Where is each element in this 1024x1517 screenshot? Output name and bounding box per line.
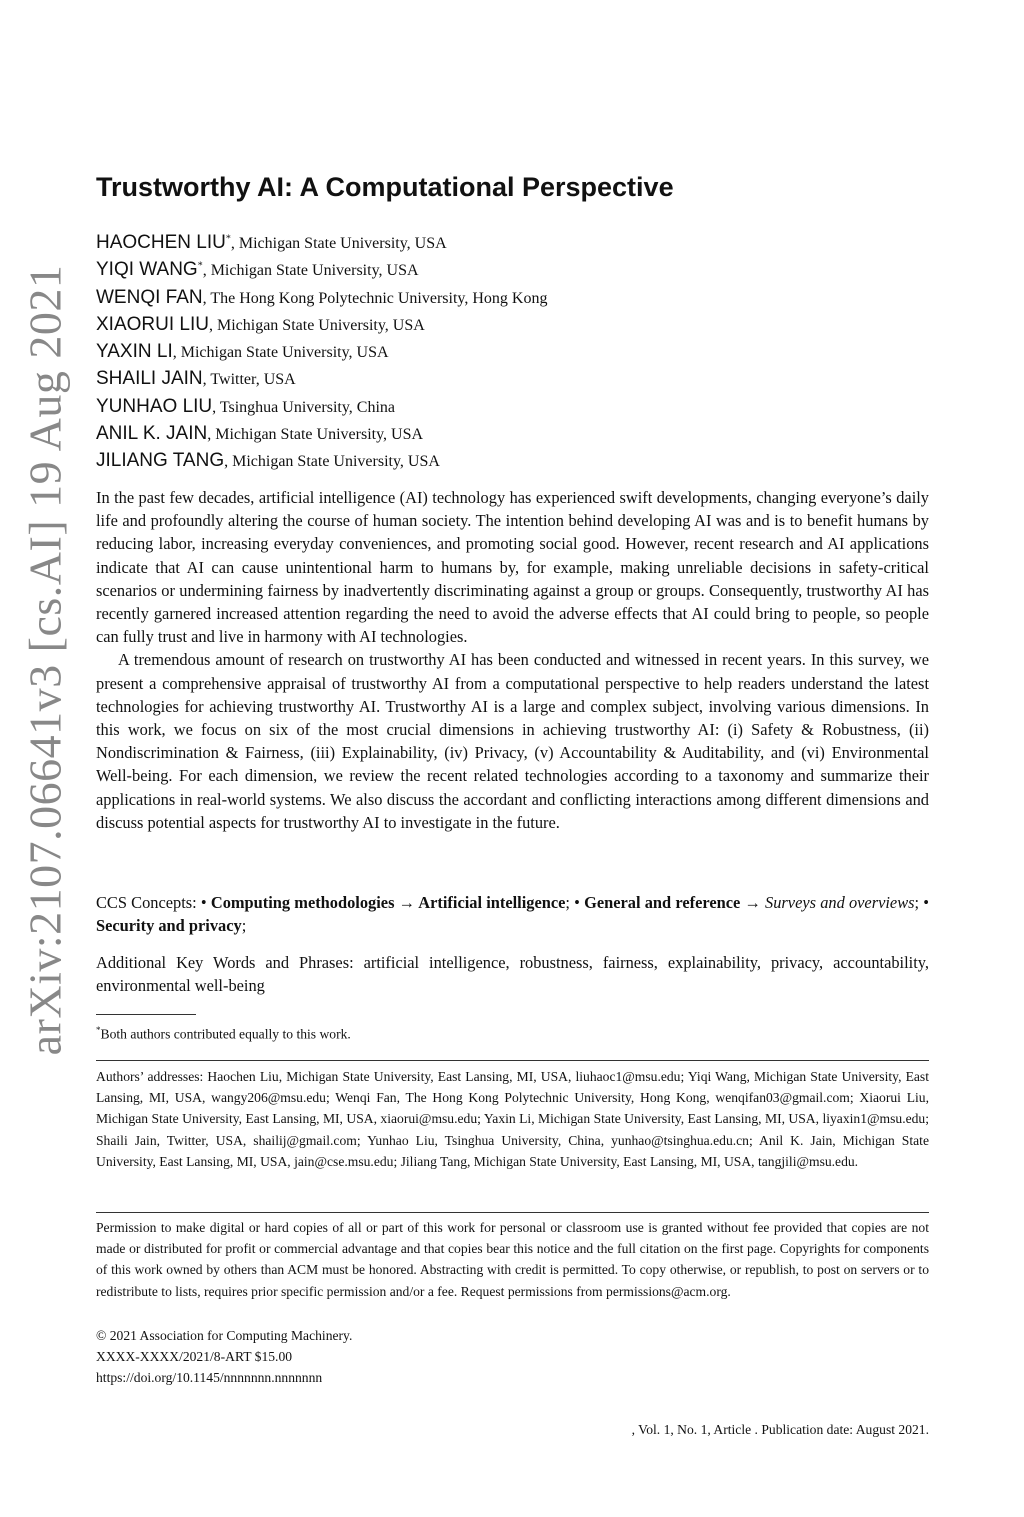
author-name: HAOCHEN LIU xyxy=(96,232,226,253)
author-name: YAXIN LI xyxy=(96,341,173,363)
abstract-paragraph: In the past few decades, artificial intelligence (AI) technology has experienced swift developments, changing everyone’s daily life and profoundly altering the course of human society. The intention behind developing AI was and is to benefit humans by reducing labor, increasing everyday conveniences, and promoting social good. However, recent research and AI applications indicate that AI can cause unintentional harm to humans by, for example, making unreliable decisions in safety-critical scenarios or undermining fairness by inadvertently discriminating against a group or groups. Consequently, trustworthy AI has recently garnered increased attention regarding the need to avoid the adverse effects that AI could bring to people, so people can fully trust and live in harmony with AI technologies. xyxy=(96,488,929,647)
ccs-separator: ; xyxy=(565,893,575,912)
abstract xyxy=(96,486,929,834)
author-entry xyxy=(96,420,547,447)
paper-title: Trustworthy AI: A Computational Perspective xyxy=(96,172,674,202)
author-entry xyxy=(96,365,547,392)
author-entry xyxy=(96,393,547,420)
ccs-end: ; xyxy=(241,916,247,936)
abstract-paragraph: A tremendous amount of research on trustworthy AI has been conducted and witnessed in recent years. In this survey, we present a comprehensive appraisal of trustworthy AI from a computational perspective to help readers understand the latest technologies for achieving trustworthy AI. Trustworthy AI is a large and complex subject, involving various dimensions. In this work, we focus on six of the most crucial dimensions in achieving trustworthy AI: (i) Safety & Robustness, (ii) Nondiscrimination & Fairness, (iii) Explainability, (iv) Privacy, (v) Accountability & Auditability, and (vi) Environmental Well-being. For each dimension, we review the recent related technologies according to a taxonomy and summarize their applications in real-world systems. We also discuss the accordant and conflicting interactions among different dimensions and discuss potential aspects for trustworthy AI to investigate in the future. xyxy=(96,650,929,832)
author-entry xyxy=(96,229,547,256)
arxiv-identifier-stamp: arXiv:2107.06641v3 [cs.AI] 19 Aug 2021 xyxy=(19,264,71,1056)
author-entry xyxy=(96,447,547,474)
doi-link[interactable]: https://doi.org/10.1145/nnnnnnn.nnnnnnn xyxy=(96,1370,323,1386)
permission-notice: Permission to make digital or hard copies of all or part of this work for personal or classroom use is granted without fee provided that copies are not made or distributed for profit or commercial advantage and that copies bear this notice and the full citation on the first page. Copyrights for components of this work owned by others than ACM must be honored. Abstracting with credit is permitted. To copy otherwise, or republish, to post on servers or to redistribute to lists, requires prior specific permission and/or a fee. Request permissions from permissions@acm.org. xyxy=(96,1220,929,1299)
author-affiliation: , Michigan State University, USA xyxy=(208,316,425,334)
footnote-text: Both authors contributed equally to this work. xyxy=(100,1026,351,1042)
author-name: SHAILI JAIN xyxy=(96,368,203,390)
author-entry xyxy=(96,284,547,311)
footnote-divider xyxy=(96,1014,196,1015)
publication-info xyxy=(96,1325,352,1389)
addresses-divider xyxy=(96,1060,929,1061)
author-entry xyxy=(96,256,547,283)
author-entry xyxy=(96,338,547,365)
ccs-concept-security: Security and privacy xyxy=(96,916,242,936)
author-name: YIQI WANG xyxy=(96,259,198,281)
equal-contribution-footnote xyxy=(96,1020,351,1045)
ccs-concept-general: General and reference → xyxy=(584,893,766,912)
ccs-label: CCS Concepts: xyxy=(96,893,201,912)
equal-contribution-mark: * xyxy=(197,260,203,272)
footnote-mark: * xyxy=(96,1025,101,1035)
ccs-bullet: • xyxy=(923,893,930,912)
author-affiliation: , Michigan State University, USA xyxy=(207,426,424,444)
author-list xyxy=(96,229,547,475)
ccs-concept-computing: Computing methodologies → Artificial intelligence xyxy=(210,893,566,912)
author-name: WENQI FAN xyxy=(96,286,203,308)
author-affiliation: , Michigan State University, USA xyxy=(224,453,440,471)
keywords: Additional Key Words and Phrases: artificial intelligence, robustness, fairness, explainability, privacy, accountability, environmental well-being xyxy=(96,953,929,996)
ccs-concepts xyxy=(96,891,929,937)
ccs-bullet: • xyxy=(200,893,211,912)
equal-contribution-mark: * xyxy=(225,233,231,245)
issn-line: XXXX-XXXX/2021/8-ART $15.00 xyxy=(96,1349,293,1365)
ccs-separator: ; xyxy=(914,893,924,912)
author-entry xyxy=(96,311,547,338)
author-name: XIAORUI LIU xyxy=(96,313,209,335)
ccs-concept-surveys: Surveys and overviews xyxy=(765,893,915,912)
author-name: YUNHAO LIU xyxy=(96,395,213,417)
author-affiliation: , Michigan State University, USA xyxy=(230,235,447,252)
running-footer: , Vol. 1, No. 1, Article . Publication date: August 2021. xyxy=(631,1422,929,1437)
author-name: JILIANG TANG xyxy=(96,450,225,472)
author-affiliation: , Michigan State University, USA xyxy=(202,262,419,280)
author-name: ANIL K. JAIN xyxy=(96,423,208,445)
authors-addresses: Authors’ addresses: Haochen Liu, Michigan State University, East Lansing, MI, USA, liuhaoc1@msu.edu; Yiqi Wang, Michigan State University, East Lansing, MI, USA, wangy206@msu.edu; Wenqi Fan, The Hong Kong Polytechnic University, Hong Kong, wenqifan03@gmail.com; Xiaorui Liu, Michigan State University, East Lansing, MI, USA, xiaorui@msu.edu; Yaxin Li, Michigan State University, East Lansing, MI, USA, liyaxin1@msu.edu; Shaili Jain, Twitter, USA, shailij@gmail.com; Yunhao Liu, Tsinghua University, China, yunhao@tsinghua.edu.cn; Anil K. Jain, Michigan State University, East Lansing, MI, USA, jain@cse.msu.edu; Jiliang Tang, Michigan State University, East Lansing, MI, USA, tangjili@msu.edu. xyxy=(96,1069,929,1169)
author-affiliation: , The Hong Kong Polytechnic University, Hong Kong xyxy=(202,289,548,307)
permission-divider xyxy=(96,1212,929,1213)
author-affiliation: , Michigan State University, USA xyxy=(172,344,389,362)
copyright-line: © 2021 Association for Computing Machinery. xyxy=(96,1328,353,1343)
author-affiliation: , Twitter, USA xyxy=(202,371,296,389)
author-affiliation: , Tsinghua University, China xyxy=(212,398,396,416)
ccs-bullet: • xyxy=(574,893,585,912)
